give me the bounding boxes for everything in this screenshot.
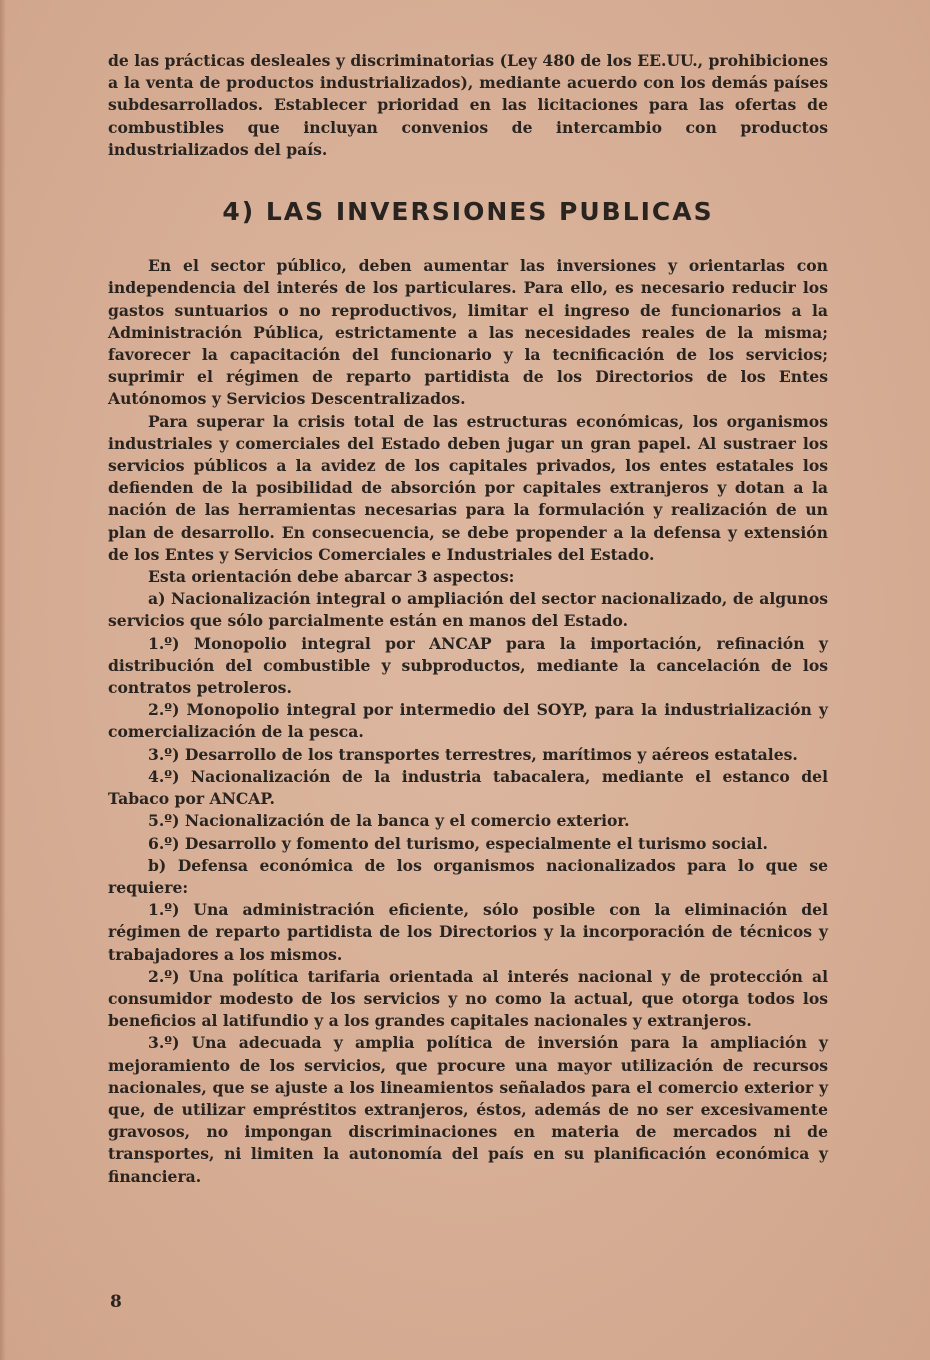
- list-item-a3: 3.º) Desarrollo de los transportes terrestres, marítimos y aéreos estatales.: [148, 744, 798, 764]
- list-item-a6: 6.º) Desarrollo y fomento del turismo, especialmente el turismo social.: [148, 833, 768, 853]
- list-item-a1: 1.º) Monopolio integral por ANCAP para la importación, refinación y distribución del combustible y subproductos, mediante la cancelación de los contratos petroleros.: [108, 633, 828, 698]
- list-item-a: a) Nacionalización integral o ampliación del sector nacionalizado, de algunos servicios que sólo parcialmente están en manos del Estado.: [108, 589, 828, 631]
- list-item-b: b) Defensa económica de los organismos nacionalizados para lo que se requiere:: [108, 855, 828, 897]
- section-heading: 4) LAS INVERSIONES PUBLICAS: [222, 197, 714, 227]
- list-item-b1: 1.º) Una administración eficiente, sólo posible con la eliminación del régimen de reparto partidista de los Directorios y la incorporación de técnicos y trabajadores a los mismos.: [108, 900, 828, 964]
- list-item-a2: 2.º) Monopolio integral por intermedio del SOYP, para la industrialización y comercialización de la pesca.: [108, 700, 828, 742]
- list-item-b2: 2.º) Una política tarifaria orientada al interés nacional y de protección al consumidor modesto de los servicios y no como la actual, que otorga todos los beneficios al latifundio y a los grandes capitales nacionales y extranjeros.: [108, 966, 828, 1031]
- list-item-a4: 4.º) Nacionalización de la industria tabacalera, mediante el estanco del Tabaco por ANCAP.: [108, 766, 828, 809]
- paragraph-public-sector: En el sector público, deben aumentar las inversiones y orientarlas con independencia del interés de los particulares. Para ello, es necesario reducir los gastos suntuarios o no reproductivos, limitar el ingreso de funcionarios a la Administración Pública, estrictamente a las necesidades reales de la misma; favorecer la capacitación del funcionario y la tecnificación de los servicios; suprimir el régimen de reparto partidista de los Directorios de los Entes Autónomos y Servicios Descentralizados.: [108, 256, 828, 409]
- page-binding-edge: [0, 0, 6, 1360]
- paragraph-economic-crisis: Para superar la crisis total de las estructuras económicas, los organismos industriales y comerciales del Estado deben jugar un gran papel. Al sustraer los servicios públicos a la avidez de los capitales privados, los entes estatales los defienden de la posibilidad de absorción por capitales extranjeros y dotan a la nación de las herramientas necesarias para la formulación y realización de un plan de desarrollo. En consecuencia, se debe propender a la defensa y extensión de los Entes y Servicios Comerciales e Industriales del Estado.: [108, 411, 828, 564]
- intro-paragraph: de las prácticas desleales y discriminatorias (Ley 480 de los EE.UU., prohibiciones a la venta de productos industrializados), mediante acuerdo con los demás países subdesarrollados. Establecer prioridad en las licitaciones para las ofertas de combustibles que incluyan convenios de intercambio con productos industrializados del país.: [108, 51, 828, 159]
- list-item-b3: 3.º) Una adecuada y amplia política de inversión para la ampliación y mejoramiento de los servicios, que procure una mayor utilización de recursos nacionales, que se ajuste a los lineamientos señalados para el comercio exterior y que, de utilizar empréstitos extranjeros, éstos, además de no ser excesivamente gravosos, no impongan discriminaciones en materia de mercados ni de transportes, ni limiten la autonomía del país en su planificación económica y financiera.: [108, 1033, 828, 1186]
- page-number: 8: [110, 1292, 122, 1312]
- list-item-a5: 5.º) Nacionalización de la banca y el comercio exterior.: [148, 811, 630, 831]
- document-page: [108, 50, 828, 1188]
- paragraph-three-aspects: Esta orientación debe abarcar 3 aspectos:: [148, 567, 515, 587]
